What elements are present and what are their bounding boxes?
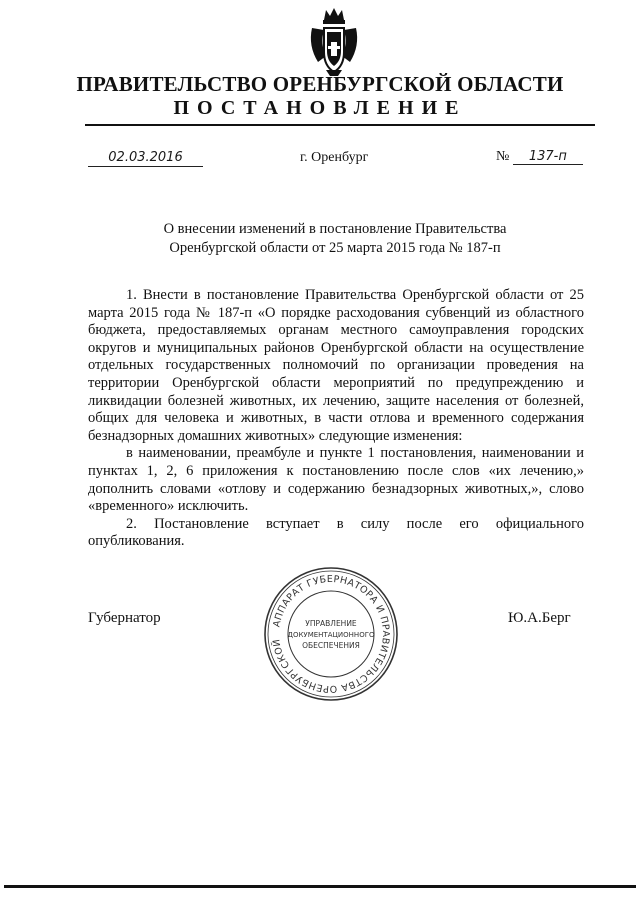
document-date-field: [88, 150, 203, 167]
document-date: 02.03.2016: [108, 150, 183, 165]
document-number-field: [496, 149, 583, 165]
subject-line-2: Оренбургской области от 25 марта 2015 года № 187-п: [169, 240, 501, 256]
seal-center-line-2: ДОКУМЕНТАЦИОННОГО: [287, 631, 375, 639]
document-body: [88, 287, 584, 551]
seal-ring-text: АППАРАТ ГУБЕРНАТОРА И ПРАВИТЕЛЬСТВА ОРЕНБУРГСКОЙ: [271, 573, 392, 695]
paragraph-3: 2. Постановление вступает в силу после его официального опубликования.: [88, 515, 584, 550]
document-type-title: ПОСТАНОВЛЕНИЕ: [173, 97, 467, 119]
signatory-name: Ю.А.Берг: [508, 610, 571, 626]
footer-rule: [4, 885, 636, 888]
header-rule: [85, 124, 595, 126]
document-number: 137-п: [513, 149, 583, 165]
paragraph-1: 1. Внести в постановление Правительства Оренбургской области от 25 марта 2015 года № 187-п «О порядке расходования субвенций из областного бюджета, предоставляемых органам местного самоуправления городских округов и муниципальных районов Оренбургской области на осуществление отдельных государственных полномочий по организации проведения на территории Оренбургской области мероприятий по предупреждению и ликвидации болезней животных, их лечению, защите населения от болезней, общих для человека и животных, в части отлова и временного содержания безнадзорных домашних животных» следующие изменения:: [88, 287, 584, 444]
subject-line-1: О внесении изменений в постановление Правительства: [163, 221, 507, 237]
document-subject: [100, 220, 570, 258]
signatory-title: Губернатор: [88, 610, 161, 626]
paragraph-2: в наименовании, преамбуле и пункте 1 постановления, наименовании и пунктах 1, 2, 6 приложения к постановлению после слов «их лечению,» дополнить словами «отлову и содержанию безнадзорных животных,», слово «временного» исключить.: [88, 445, 584, 515]
coat-of-arms-icon: [304, 6, 364, 78]
government-title: ПРАВИТЕЛЬСТВО ОРЕНБУРГСКОЙ ОБЛАСТИ: [76, 72, 564, 96]
number-label: №: [496, 149, 510, 164]
seal-center-line-3: ОБЕСПЕЧЕНИЯ: [302, 641, 360, 650]
official-seal: [261, 564, 401, 704]
seal-center-line-1: УПРАВЛЕНИЕ: [305, 619, 357, 628]
date-underline: [88, 166, 203, 167]
svg-text:АППАРАТ ГУБЕРНАТОРА И ПРАВИТЕЛ: [261, 564, 391, 694]
city: г. Оренбург: [300, 150, 369, 165]
